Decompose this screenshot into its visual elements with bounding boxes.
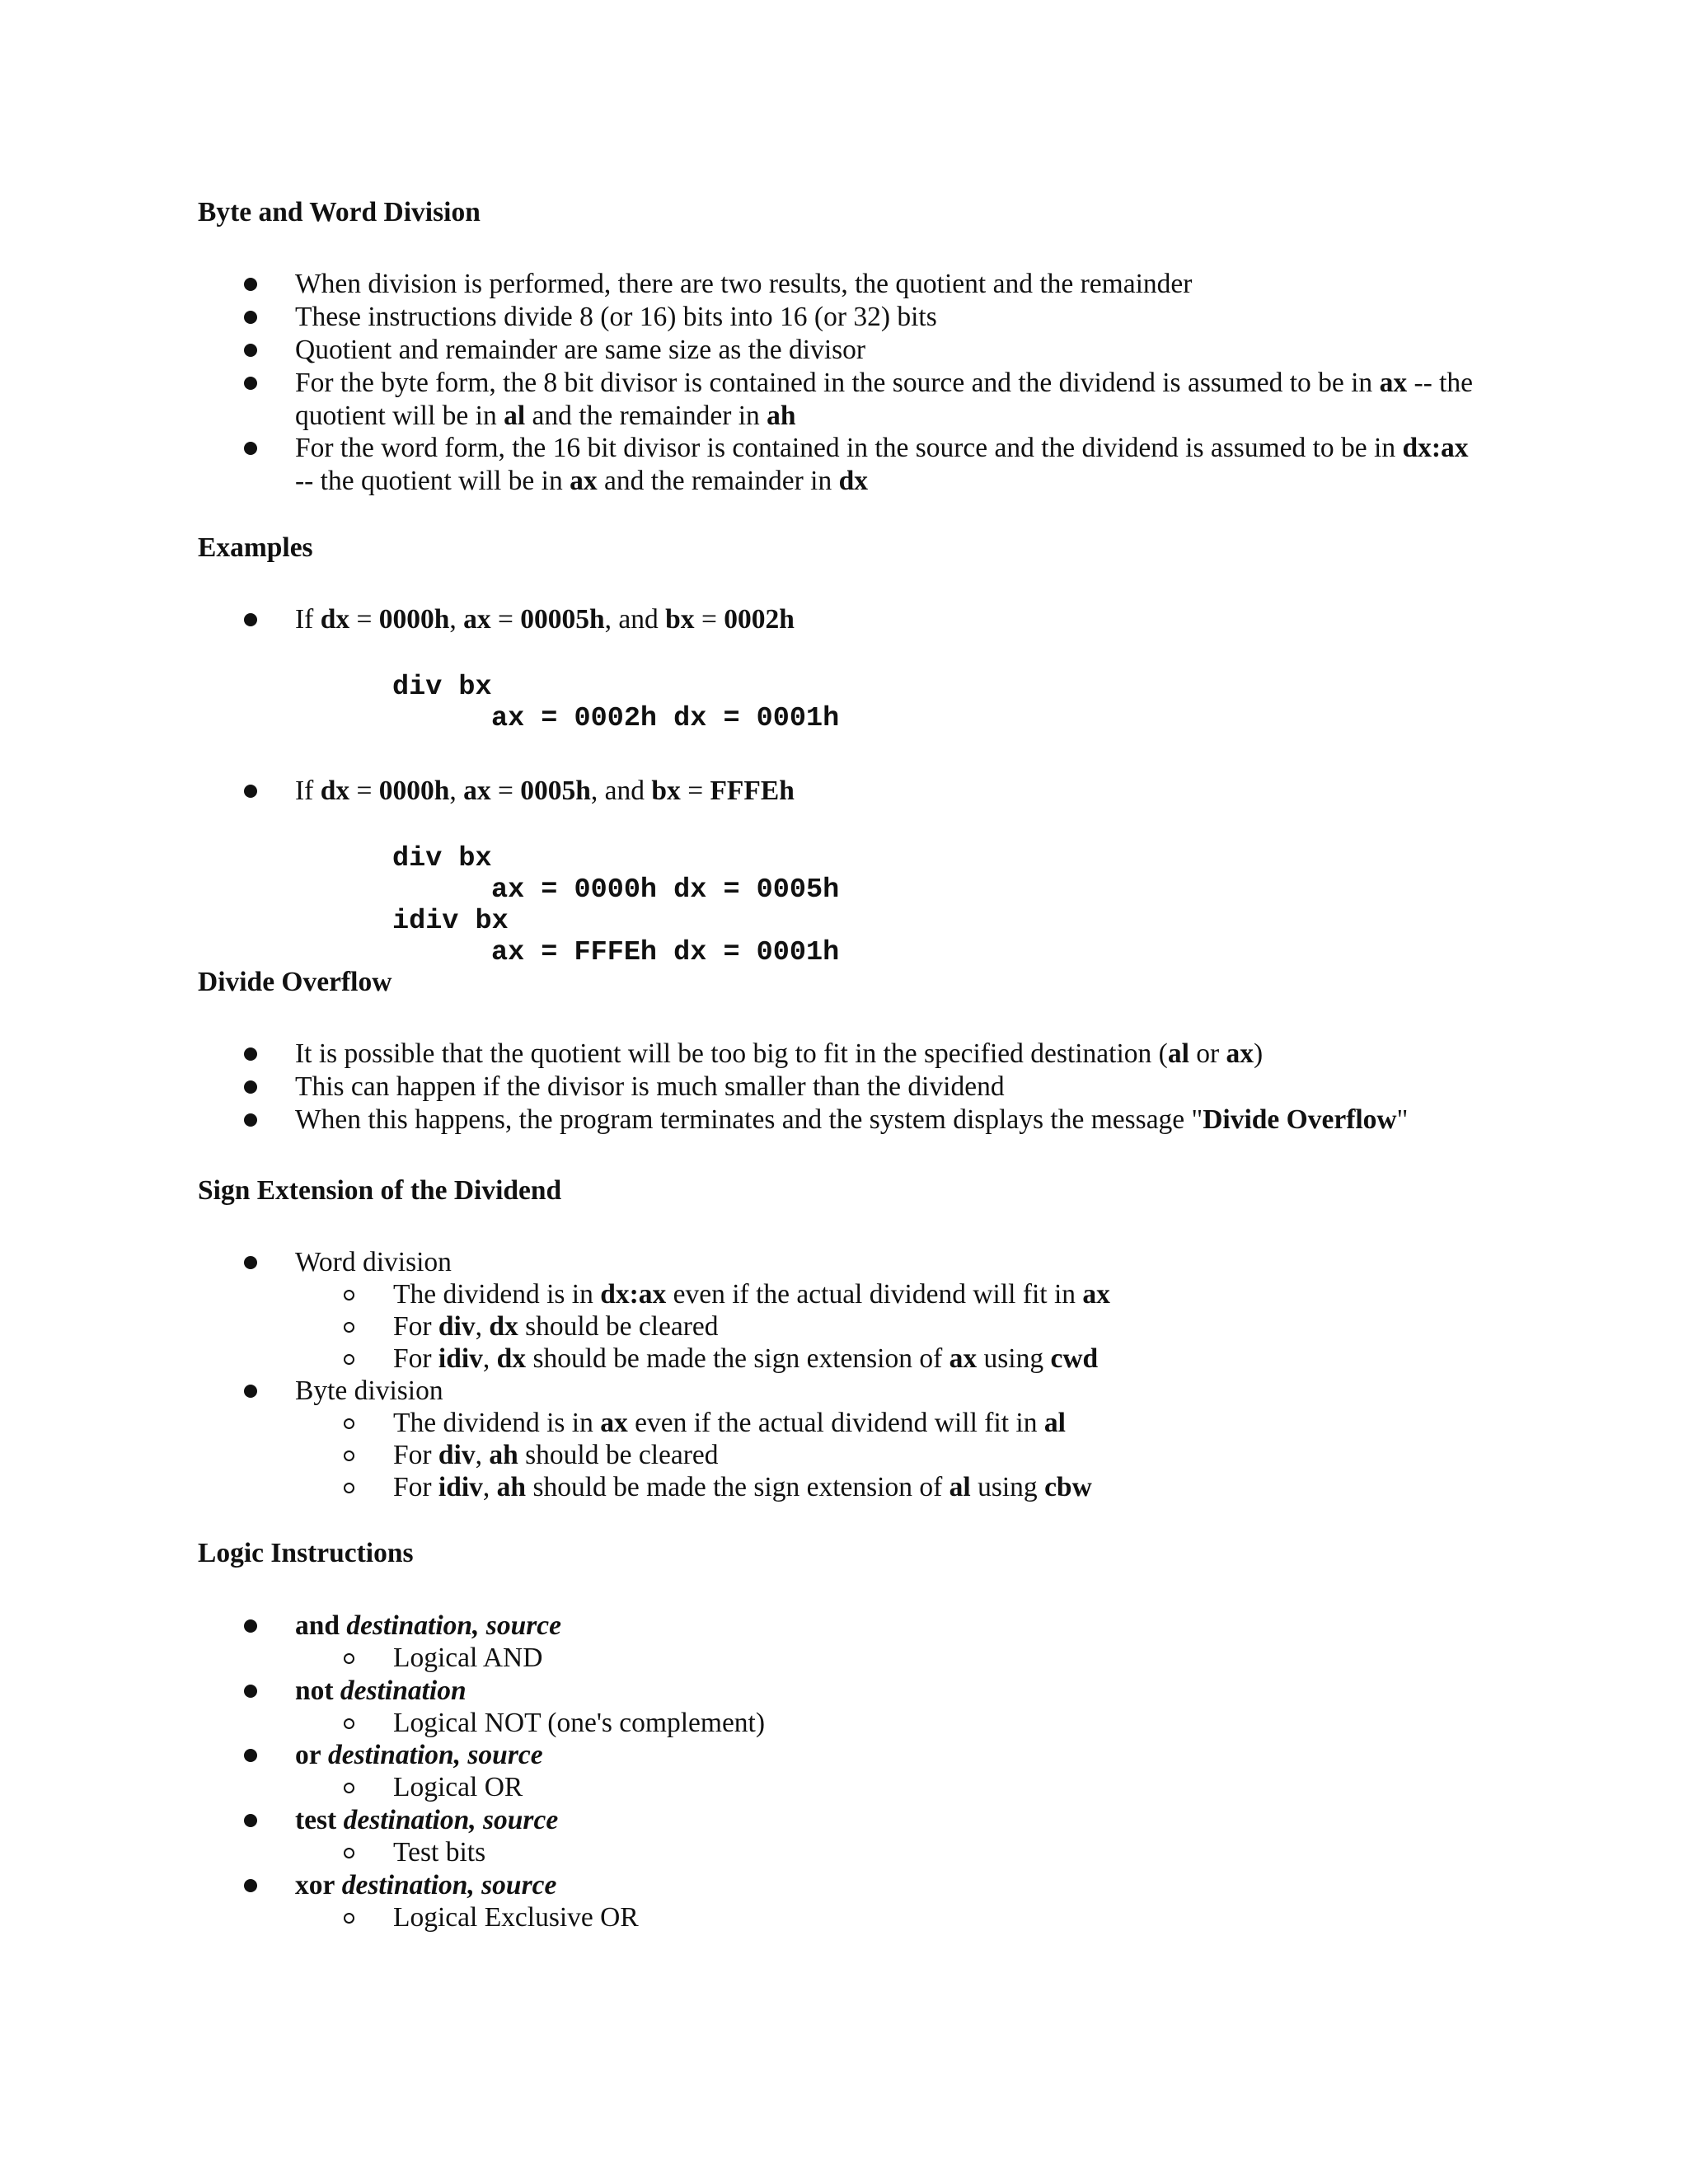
circle-bullet-icon [344, 1418, 354, 1429]
heading-divide-overflow: Divide Overflow [198, 967, 392, 997]
bullet-icon [244, 785, 257, 798]
list-item: It is possible that the quotient will be too big to fit in the specified destination (al or ax) [295, 1038, 1264, 1069]
sub-list-item: The dividend is in dx:ax even if the actual dividend will fit in ax [393, 1279, 1110, 1310]
circle-bullet-icon [344, 1290, 354, 1301]
bullet-icon [244, 1749, 257, 1762]
heading-sign-extension: Sign Extension of the Dividend [198, 1175, 562, 1206]
bullet-icon [244, 1814, 257, 1827]
circle-bullet-icon [344, 1354, 354, 1365]
heading-examples: Examples [198, 532, 313, 563]
circle-bullet-icon [344, 1783, 354, 1793]
bullet-icon [244, 278, 257, 291]
bullet-icon [244, 344, 257, 357]
list-item: If dx = 0000h, ax = 0005h, and bx = FFFEh [295, 776, 795, 806]
sub-list-item: Logical NOT (one's complement) [393, 1708, 766, 1738]
list-item: If dx = 0000h, ax = 00005h, and bx = 0002h [295, 604, 795, 635]
circle-bullet-icon [344, 1483, 354, 1493]
bullet-icon [244, 1047, 257, 1061]
sub-list-item: For div, dx should be cleared [393, 1311, 719, 1342]
sub-list-item: Logical AND [393, 1643, 543, 1673]
bullet-icon [244, 1879, 257, 1892]
bullet-icon [244, 1619, 257, 1633]
sub-list-item: For div, ah should be cleared [393, 1440, 719, 1470]
bullet-icon [244, 1385, 257, 1398]
code-line: div bx [392, 672, 492, 703]
heading-logic-instructions: Logic Instructions [198, 1538, 414, 1568]
sub-list-item: The dividend is in ax even if the actual dividend will fit in al [393, 1408, 1066, 1438]
bullet-icon [244, 311, 257, 324]
sub-list-item: Test bits [393, 1837, 486, 1868]
circle-bullet-icon [344, 1913, 354, 1924]
code-line: ax = 0000h dx = 0005h [491, 874, 840, 906]
list-item: Byte division [295, 1376, 443, 1406]
list-item: For the word form, the 16 bit divisor is contained in the source and the dividend is assumed to be in dx:ax -- the quotient will be in ax and the remainder in dx [295, 433, 1469, 496]
code-line: div bx [392, 843, 492, 874]
list-item: not destination [295, 1675, 467, 1706]
list-item: Word division [295, 1247, 452, 1277]
sub-list-item: Logical OR [393, 1772, 523, 1802]
list-item: and destination, source [295, 1610, 561, 1641]
bullet-icon [244, 442, 257, 455]
bullet-icon [244, 1256, 257, 1269]
circle-bullet-icon [344, 1451, 354, 1461]
circle-bullet-icon [344, 1653, 354, 1664]
list-item: This can happen if the divisor is much smaller than the dividend [295, 1071, 1005, 1102]
code-line: ax = 0002h dx = 0001h [491, 703, 840, 734]
list-item: When division is performed, there are two results, the quotient and the remainder [295, 269, 1193, 299]
bullet-icon [244, 1080, 257, 1094]
list-item: xor destination, source [295, 1870, 557, 1900]
sub-list-item: For idiv, dx should be made the sign extension of ax using cwd [393, 1343, 1099, 1374]
circle-bullet-icon [344, 1322, 354, 1333]
code-line: idiv bx [392, 906, 509, 937]
sub-list-item: Logical Exclusive OR [393, 1902, 639, 1933]
bullet-icon [244, 613, 257, 626]
sub-list-item: For idiv, ah should be made the sign extension of al using cbw [393, 1472, 1092, 1502]
list-item: For the byte form, the 8 bit divisor is contained in the source and the dividend is assumed to be in ax -- the quotient will be in al and the remainder in ah [295, 368, 1474, 431]
list-item: When this happens, the program terminates and the system displays the message "Divide Overflow" [295, 1104, 1409, 1135]
list-item: or destination, source [295, 1740, 543, 1770]
bullet-icon [244, 377, 257, 390]
list-item: These instructions divide 8 (or 16) bits into 16 (or 32) bits [295, 302, 937, 332]
circle-bullet-icon [344, 1718, 354, 1729]
code-line: ax = FFFEh dx = 0001h [491, 937, 840, 968]
list-item: test destination, source [295, 1805, 559, 1835]
list-item: Quotient and remainder are same size as the divisor [295, 335, 866, 365]
heading-byte-word-division: Byte and Word Division [198, 197, 481, 227]
bullet-icon [244, 1685, 257, 1698]
bullet-icon [244, 1113, 257, 1127]
circle-bullet-icon [344, 1848, 354, 1858]
